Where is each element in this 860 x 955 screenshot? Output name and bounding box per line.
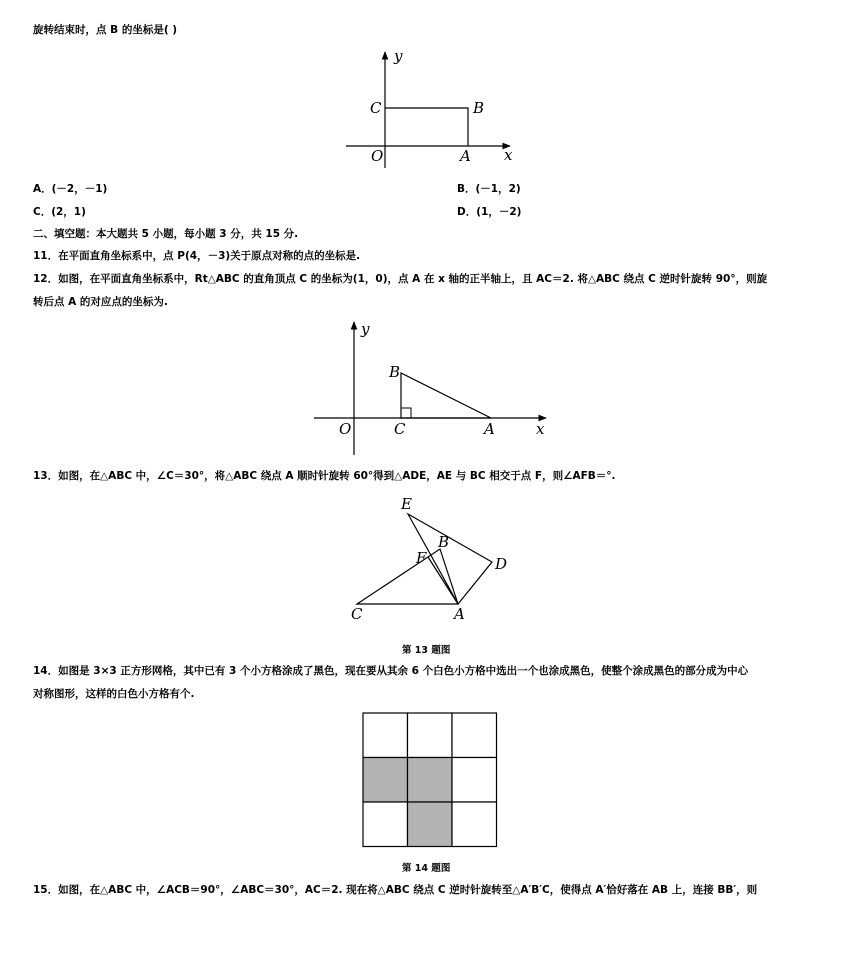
figure-14-grid	[362, 712, 498, 847]
figure-13	[345, 494, 525, 624]
grid-cell-shaded	[408, 802, 453, 847]
label-o: O	[339, 420, 352, 438]
q15-text: 15．如图，在△ABC 中，∠ACB＝90°，∠ABC＝30°，AC＝2. 现在将△ABC 绕点 C 逆时针旋转至△A′B′C，使得点 A′恰好落在 AB 上，连接 BB′，则	[33, 884, 758, 896]
q12-text-line1: 12．如图，在平面直角坐标系中，Rt△ABC 的直角顶点 C 的坐标为(1，0)，点 A 在 x 轴的正半轴上，且 AC＝2. 将△ABC 绕点 C 逆时针旋转 90°，则旋	[33, 273, 768, 285]
label-d: D	[495, 555, 508, 573]
grid-cell-white	[363, 802, 408, 847]
grid-cell-shaded	[363, 758, 408, 803]
option-b: B．(－1，2)	[457, 183, 521, 195]
label-y: y	[394, 47, 403, 65]
grid-cell-white	[452, 758, 497, 803]
label-b: B	[438, 533, 450, 551]
figure-10	[340, 48, 520, 173]
label-c: C	[394, 420, 406, 438]
figure-13-caption: 第 13 题图	[402, 645, 451, 656]
rectangle-oabc	[385, 108, 468, 146]
label-o: O	[371, 147, 384, 165]
label-e: E	[401, 495, 412, 513]
label-a: A	[460, 147, 471, 165]
q14-text-line2: 对称图形，这样的白色小方格有个.	[33, 688, 195, 700]
right-angle-mark	[401, 408, 411, 418]
label-c: C	[370, 99, 382, 117]
grid-cell-white	[452, 802, 497, 847]
label-x: x	[536, 420, 545, 438]
label-x: x	[504, 146, 513, 164]
label-c: C	[351, 605, 363, 623]
grid-cell-white	[452, 713, 497, 758]
label-b: B	[389, 363, 401, 381]
grid-cell-white	[408, 713, 453, 758]
triangle-abc	[401, 373, 491, 418]
label-f: F	[416, 549, 427, 567]
grid-cell-shaded	[408, 758, 453, 803]
figure-12	[310, 318, 560, 458]
label-a: A	[454, 605, 465, 623]
option-c: C．(2，1)	[33, 206, 86, 218]
label-y: y	[361, 320, 370, 338]
label-a: A	[484, 420, 495, 438]
q12-text-line2: 转后点 A 的对应点的坐标为.	[33, 296, 168, 308]
q10-text: 旋转结束时，点 B 的坐标是( )	[33, 24, 178, 36]
section-heading: 二、填空题：本大题共 5 小题，每小题 3 分，共 15 分.	[33, 228, 299, 240]
option-a: A．(－2，－1)	[33, 183, 108, 195]
option-d: D．(1，－2)	[457, 206, 522, 218]
q13-text: 13．如图，在△ABC 中，∠C＝30°，将△ABC 绕点 A 顺时针旋转 60°得到△ADE，AE 与 BC 相交于点 F，则∠AFB＝°.	[33, 470, 616, 482]
q11-text: 11．在平面直角坐标系中，点 P(4，－3)关于原点对称的点的坐标是.	[33, 250, 361, 262]
grid-cell-white	[363, 713, 408, 758]
q14-text-line1: 14．如图是 3×3 正方形网格，其中已有 3 个小方格涂成了黑色，现在要从其余 6 个白色小方格中选出一个也涂成黑色，使整个涂成黑色的部分成为中心	[33, 665, 749, 677]
label-b: B	[473, 99, 485, 117]
segment-fa	[428, 557, 458, 604]
figure-14-caption: 第 14 题图	[402, 863, 451, 874]
